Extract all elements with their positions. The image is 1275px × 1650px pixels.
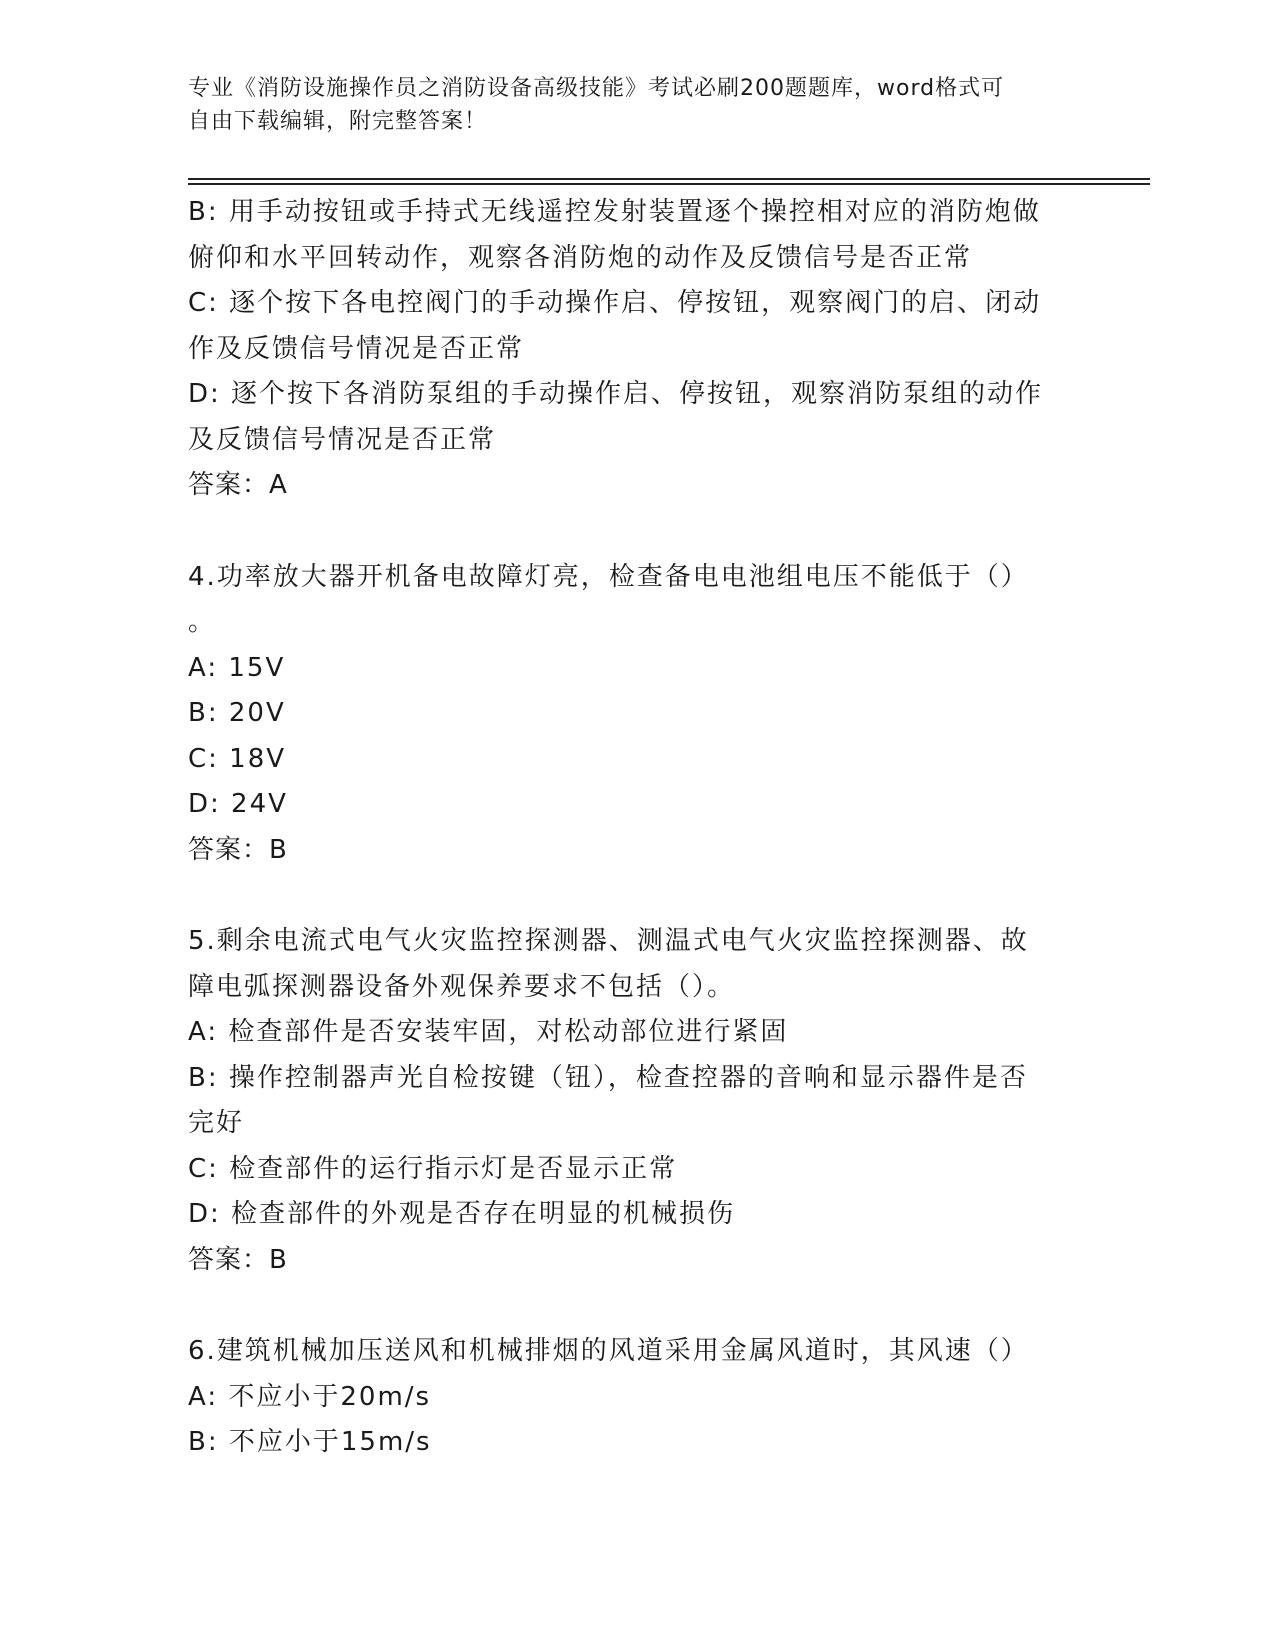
q4-option-d: D: 24V <box>188 789 288 819</box>
q6-option-b: B: 不应小于15m/s <box>188 1427 432 1457</box>
q3-option-b-line-2: 俯仰和水平回转动作，观察各消防炮的动作及反馈信号是否正常 <box>188 242 973 273</box>
q4-option-c: C: 18V <box>188 743 287 774</box>
q4-stem-line-1: 4.功率放大器开机备电故障灯亮，检查备电电池组电压不能低于（） <box>188 561 1029 592</box>
q5-option-b-line-1: B: 操作控制器声光自检按键（钮），检查控器的音响和显示器件是否 <box>188 1062 1028 1093</box>
q4-answer: 答案：B <box>188 834 288 865</box>
question-6 <box>188 1329 1088 1466</box>
q4-option-b: B: 20V <box>188 698 286 728</box>
header-divider-bottom <box>188 183 1150 185</box>
document-header <box>188 72 1068 138</box>
spacer <box>188 873 1088 919</box>
header-line-1: 专业《消防设施操作员之消防设备高级技能》考试必刷200题题库，word格式可 <box>188 76 1005 101</box>
q3-answer: 答案：A <box>188 470 288 500</box>
header-divider-top <box>188 178 1150 180</box>
q5-option-d: D: 检查部件的外观是否存在明显的机械损伤 <box>188 1199 736 1229</box>
spacer <box>188 1283 1088 1329</box>
header-line-2: 自由下载编辑，附完整答案！ <box>188 109 488 134</box>
q3-option-d-line-2: 及反馈信号情况是否正常 <box>188 424 497 455</box>
question-content <box>188 190 1088 1466</box>
q5-stem-line-2: 障电弧探测器设备外观保养要求不包括（）。 <box>188 971 736 1002</box>
question-3-continued <box>188 190 1088 509</box>
q5-stem-line-1: 5.剩余电流式电气火灾监控探测器、测温式电气火灾监控探测器、故 <box>188 926 1029 956</box>
question-5 <box>188 919 1088 1283</box>
q3-option-d-line-1: D: 逐个按下各消防泵组的手动操作启、停按钮，观察消防泵组的动作 <box>188 379 1044 409</box>
question-4 <box>188 555 1088 874</box>
q3-option-b-line-1: B: 用手动按钮或手持式无线遥控发射装置逐个操控相对应的消防炮做 <box>188 197 1041 227</box>
q3-option-c-line-2: 作及反馈信号情况是否正常 <box>188 333 525 364</box>
q5-option-c: C: 检查部件的运行指示灯是否显示正常 <box>188 1153 678 1184</box>
q4-stem-line-2: 。 <box>188 607 217 637</box>
q5-option-a: A: 检查部件是否安装牢固，对松动部位进行紧固 <box>188 1017 789 1047</box>
q6-stem-line-1: 6.建筑机械加压送风和机械排烟的风道采用金属风道时，其风速（） <box>188 1336 1029 1366</box>
q5-option-b-line-2: 完好 <box>188 1108 245 1138</box>
q5-answer: 答案：B <box>188 1244 288 1275</box>
spacer <box>188 509 1088 555</box>
q4-option-a: A: 15V <box>188 652 286 683</box>
q3-option-c-line-1: C: 逐个按下各电控阀门的手动操作启、停按钮，观察阀门的启、闭动 <box>188 288 1042 318</box>
q6-option-a: A: 不应小于20m/s <box>188 1381 432 1412</box>
